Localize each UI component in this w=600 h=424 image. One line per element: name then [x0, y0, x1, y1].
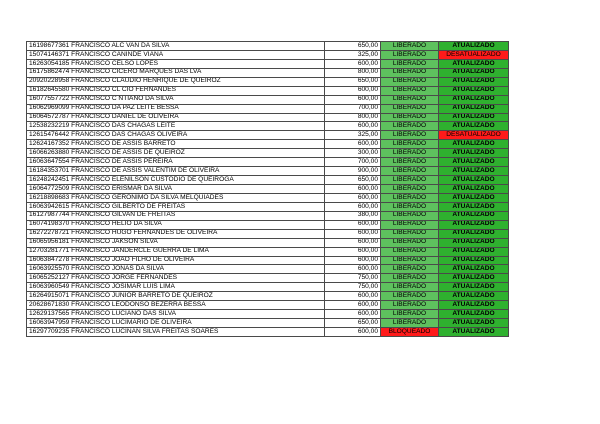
table-row [27, 131, 509, 140]
name-cell[interactable]: 16065956181 FRANCISCO JAKSON SILVA [27, 238, 325, 247]
update-status-cell[interactable]: ATUALIZADO [439, 211, 509, 220]
value-cell[interactable]: 600,00 [325, 310, 381, 319]
value-cell[interactable]: 650,00 [325, 42, 381, 51]
table-row [27, 77, 509, 86]
status-cell[interactable]: LIBERADO [381, 86, 439, 95]
update-status-cell[interactable]: ATUALIZADO [439, 202, 509, 211]
status-cell[interactable]: LIBERADO [381, 211, 439, 220]
status-cell[interactable]: LIBERADO [381, 131, 439, 140]
name-cell[interactable]: 16184353701 FRANCISCO DE ASSIS VALENTIM DE OLIVEIRA [27, 167, 325, 176]
value-cell[interactable]: 800,00 [325, 68, 381, 77]
update-status-cell[interactable]: DESATUALIZADO [439, 50, 509, 59]
value-cell[interactable]: 600,00 [325, 238, 381, 247]
value-cell[interactable]: 600,00 [325, 95, 381, 104]
table-row [27, 104, 509, 113]
status-cell[interactable]: LIBERADO [381, 247, 439, 256]
table-row [27, 211, 509, 220]
update-status-cell[interactable]: DESATUALIZADO [439, 131, 509, 140]
table-row [27, 158, 509, 167]
name-cell[interactable]: 16198677361 FRANCISCO ALC VAN DA SILVA [27, 42, 325, 51]
name-cell[interactable]: 16064772509 FRANCISCO ERISMAR DA SILVA [27, 185, 325, 194]
update-status-cell[interactable]: ATUALIZADO [439, 238, 509, 247]
update-status-cell[interactable]: ATUALIZADO [439, 229, 509, 238]
table-row [27, 122, 509, 131]
status-cell[interactable]: LIBERADO [381, 256, 439, 265]
name-cell[interactable]: 20920228958 FRANCISCO CLAUDIO HENRIQUE DE QUEIROZ [27, 77, 325, 86]
status-cell[interactable]: LIBERADO [381, 77, 439, 86]
status-cell[interactable]: LIBERADO [381, 149, 439, 158]
name-cell[interactable]: 16063960549 FRANCISCO JOSIMAR LUIS LIMA [27, 283, 325, 292]
update-status-cell[interactable]: ATUALIZADO [439, 310, 509, 319]
name-cell[interactable]: 20628671830 FRANCISCO LEODONSO BEZERRA BESSA [27, 301, 325, 310]
table-row [27, 50, 509, 59]
table-row [27, 59, 509, 68]
name-cell[interactable]: 16263054185 FRANCISCO CELSO LOPES [27, 59, 325, 68]
value-cell[interactable]: 600,00 [325, 220, 381, 229]
table-row [27, 149, 509, 158]
status-cell[interactable]: LIBERADO [381, 185, 439, 194]
update-status-cell[interactable]: ATUALIZADO [439, 158, 509, 167]
table-row [27, 176, 509, 185]
value-cell[interactable]: 600,00 [325, 122, 381, 131]
update-status-cell[interactable]: ATUALIZADO [439, 140, 509, 149]
value-cell[interactable]: 900,00 [325, 167, 381, 176]
table-row [27, 95, 509, 104]
update-status-cell[interactable]: ATUALIZADO [439, 176, 509, 185]
table-row [27, 238, 509, 247]
table-row [27, 42, 509, 51]
spreadsheet-body [27, 42, 509, 337]
status-cell[interactable]: LIBERADO [381, 122, 439, 131]
status-cell[interactable]: LIBERADO [381, 167, 439, 176]
status-cell[interactable]: LIBERADO [381, 301, 439, 310]
status-cell[interactable]: LIBERADO [381, 229, 439, 238]
name-cell[interactable]: 12538232219 FRANCISCO DAS CHAGAS LEITE [27, 122, 325, 131]
update-status-cell[interactable]: ATUALIZADO [439, 185, 509, 194]
status-cell[interactable]: LIBERADO [381, 238, 439, 247]
name-cell[interactable]: 16063947959 FRANCISCO LUCIMARIO DE OLIVEIRA [27, 319, 325, 328]
table-row [27, 229, 509, 238]
status-cell[interactable]: LIBERADO [381, 202, 439, 211]
table-row [27, 68, 509, 77]
name-cell[interactable]: 16248242451 FRANCISCO ELENILSON CUSTODIO DE QUEIROGA [27, 176, 325, 185]
name-cell[interactable]: 12624167352 FRANCISCO DE ASSIS BARRETO [27, 140, 325, 149]
status-cell[interactable]: LIBERADO [381, 50, 439, 59]
name-cell[interactable]: 16127987744 FRANCISCO GILVAN DE FREITAS [27, 211, 325, 220]
value-cell[interactable]: 300,00 [325, 149, 381, 158]
value-cell[interactable]: 600,00 [325, 193, 381, 202]
table-row [27, 113, 509, 122]
value-cell[interactable]: 600,00 [325, 265, 381, 274]
status-cell[interactable]: LIBERADO [381, 274, 439, 283]
update-status-cell[interactable]: ATUALIZADO [439, 256, 509, 265]
name-cell[interactable]: 12703281771 FRANCISCO JANDERCLE GUERRA DE LIMA [27, 247, 325, 256]
name-cell[interactable]: 16065252127 FRANCISCO JORGE FERNANDES [27, 274, 325, 283]
table-row [27, 220, 509, 229]
name-cell[interactable]: 16175862474 FRANCISCO CICERO MARQUES DAS LVA [27, 68, 325, 77]
name-cell[interactable]: 16063942615 FRANCISCO GILBERTO DE FREITAS [27, 202, 325, 211]
update-status-cell[interactable]: ATUALIZADO [439, 247, 509, 256]
status-cell[interactable]: LIBERADO [381, 319, 439, 328]
update-status-cell[interactable]: ATUALIZADO [439, 122, 509, 131]
value-cell[interactable]: 800,00 [325, 113, 381, 122]
table-row [27, 193, 509, 202]
value-cell[interactable]: 600,00 [325, 86, 381, 95]
status-cell[interactable]: LIBERADO [381, 265, 439, 274]
name-cell[interactable]: 16063847278 FRANCISCO JOAO FILHO DE OLIVEIRA [27, 256, 325, 265]
value-cell[interactable]: 600,00 [325, 292, 381, 301]
name-cell[interactable]: 16218898683 FRANCISCO GERONIMO DA SILVA MELQUIADES [27, 193, 325, 202]
update-status-cell[interactable]: ATUALIZADO [439, 283, 509, 292]
update-status-cell[interactable]: ATUALIZADO [439, 265, 509, 274]
name-cell[interactable]: 16063647554 FRANCISCO DE ASSIS PEREIRA [27, 158, 325, 167]
name-cell[interactable]: 16264915071 FRANCISCO JUNIOR BARRETO DE QUEIROZ [27, 292, 325, 301]
value-cell[interactable]: 650,00 [325, 77, 381, 86]
status-cell[interactable]: LIBERADO [381, 193, 439, 202]
update-status-cell[interactable]: ATUALIZADO [439, 59, 509, 68]
value-cell[interactable]: 600,00 [325, 229, 381, 238]
table-row [27, 185, 509, 194]
value-cell[interactable]: 600,00 [325, 328, 381, 337]
status-cell[interactable]: LIBERADO [381, 220, 439, 229]
update-status-cell[interactable]: ATUALIZADO [439, 149, 509, 158]
name-cell[interactable]: 16066263880 FRANCISCO DE ASSIS DE QUEIROZ [27, 149, 325, 158]
value-cell[interactable]: 600,00 [325, 301, 381, 310]
update-status-cell[interactable]: ATUALIZADO [439, 292, 509, 301]
status-cell[interactable]: BLOQUEADO [381, 328, 439, 337]
update-status-cell[interactable]: ATUALIZADO [439, 104, 509, 113]
update-status-cell[interactable]: ATUALIZADO [439, 301, 509, 310]
table-row [27, 247, 509, 256]
value-cell[interactable]: 750,00 [325, 283, 381, 292]
value-cell[interactable]: 325,00 [325, 50, 381, 59]
value-cell[interactable]: 380,00 [325, 211, 381, 220]
update-status-cell[interactable]: ATUALIZADO [439, 77, 509, 86]
value-cell[interactable]: 700,00 [325, 104, 381, 113]
name-cell[interactable]: 16297709235 FRANCISCO LUCINAN SILVA FREITAS SOARES [27, 328, 325, 337]
update-status-cell[interactable]: ATUALIZADO [439, 113, 509, 122]
table-row [27, 319, 509, 328]
status-cell[interactable]: LIBERADO [381, 113, 439, 122]
value-cell[interactable]: 750,00 [325, 274, 381, 283]
value-cell[interactable]: 600,00 [325, 256, 381, 265]
name-cell[interactable]: 16272278721 FRANCISCO HUGO FERNANDES DE OLIVEIRA [27, 229, 325, 238]
update-status-cell[interactable]: ATUALIZADO [439, 167, 509, 176]
table-row [27, 283, 509, 292]
value-cell[interactable]: 650,00 [325, 176, 381, 185]
value-cell[interactable]: 600,00 [325, 185, 381, 194]
table-row [27, 265, 509, 274]
value-cell[interactable]: 325,00 [325, 131, 381, 140]
table-row [27, 310, 509, 319]
table-row [27, 301, 509, 310]
name-cell[interactable]: 16062969099 FRANCISCO DA PAZ LEITE BESSA [27, 104, 325, 113]
name-cell[interactable]: 12629137565 FRANCISCO LUCIANO DAS SILVA [27, 310, 325, 319]
status-cell[interactable]: LIBERADO [381, 59, 439, 68]
name-cell[interactable]: 16064572787 FRANCISCO DANIEL DE OLIVEIRA [27, 113, 325, 122]
name-cell[interactable]: 16077557722 FRANCISCO C NTIANO DA SILVA [27, 95, 325, 104]
value-cell[interactable]: 650,00 [325, 319, 381, 328]
table-row [27, 274, 509, 283]
table-row [27, 202, 509, 211]
update-status-cell[interactable]: ATUALIZADO [439, 274, 509, 283]
table-row [27, 328, 509, 337]
name-cell[interactable]: 16182645580 FRANCISCO CL CIO FERNANDES [27, 86, 325, 95]
status-cell[interactable]: LIBERADO [381, 68, 439, 77]
table-row [27, 292, 509, 301]
status-cell[interactable]: LIBERADO [381, 95, 439, 104]
update-status-cell[interactable]: ATUALIZADO [439, 220, 509, 229]
status-cell[interactable]: LIBERADO [381, 176, 439, 185]
status-cell[interactable]: LIBERADO [381, 292, 439, 301]
status-cell[interactable]: LIBERADO [381, 42, 439, 51]
value-cell[interactable]: 600,00 [325, 140, 381, 149]
table-row [27, 256, 509, 265]
status-cell[interactable]: LIBERADO [381, 140, 439, 149]
status-cell[interactable]: LIBERADO [381, 310, 439, 319]
table-row [27, 86, 509, 95]
update-status-cell[interactable]: ATUALIZADO [439, 68, 509, 77]
update-status-cell[interactable]: ATUALIZADO [439, 95, 509, 104]
value-cell[interactable]: 600,00 [325, 59, 381, 68]
spreadsheet-table [26, 41, 509, 337]
table-row [27, 167, 509, 176]
update-status-cell[interactable]: ATUALIZADO [439, 328, 509, 337]
update-status-cell[interactable]: ATUALIZADO [439, 319, 509, 328]
table-row [27, 140, 509, 149]
value-cell[interactable]: 700,00 [325, 158, 381, 167]
status-cell[interactable]: LIBERADO [381, 104, 439, 113]
value-cell[interactable]: 600,00 [325, 202, 381, 211]
name-cell[interactable]: 12615476442 FRANCISCO DAS CHAGAS OLIVEIRA [27, 131, 325, 140]
update-status-cell[interactable]: ATUALIZADO [439, 42, 509, 51]
name-cell[interactable]: 15074146371 FRANCISCO CANINDE VIANA [27, 50, 325, 59]
status-cell[interactable]: LIBERADO [381, 283, 439, 292]
name-cell[interactable]: 16063925570 FRANCISCO JONAS DA SILVA [27, 265, 325, 274]
update-status-cell[interactable]: ATUALIZADO [439, 193, 509, 202]
value-cell[interactable]: 600,00 [325, 247, 381, 256]
update-status-cell[interactable]: ATUALIZADO [439, 86, 509, 95]
name-cell[interactable]: 16074198370 FRANCISCO HELIO DA SILVA [27, 220, 325, 229]
status-cell[interactable]: LIBERADO [381, 158, 439, 167]
